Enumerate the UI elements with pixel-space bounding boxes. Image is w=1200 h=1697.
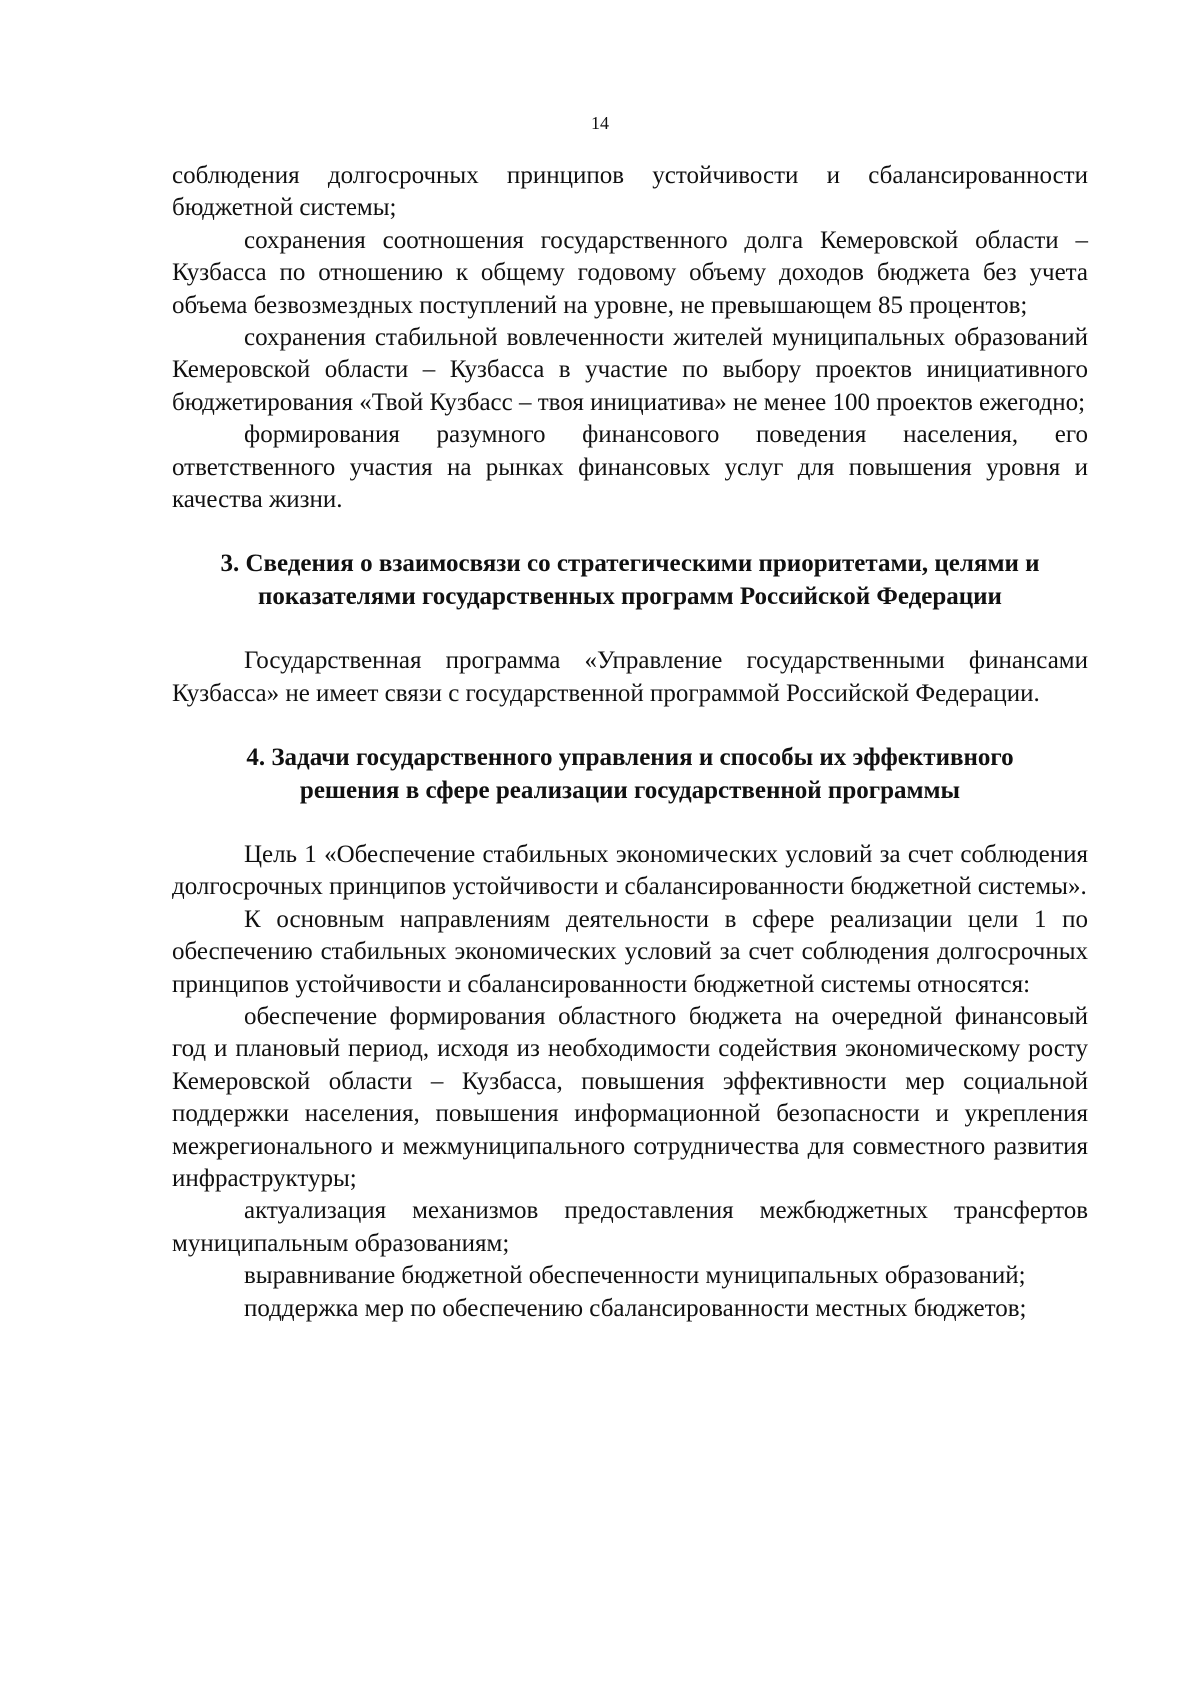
section-3-heading: [172, 548, 1088, 613]
section-3-heading-line-1: 3. Сведения о взаимосвязи со стратегическими приоритетами, целями и: [220, 550, 1040, 578]
paragraph-budget-formation: обеспечение формирования областного бюджета на очередной финансовый год и плановый период, исходя из необходимости содействия экономическому росту Кемеровской области – Кузбасса, повышения эффективности мер социальной поддержки населения, повышения информационной безопасности и укрепления межрегионального и межмуниципального сотрудничества для совместного развития инфраструктуры;: [172, 1002, 1088, 1192]
section-4-heading-line-1: 4. Задачи государственного управления и способы их эффективного: [246, 744, 1014, 772]
section-3-heading-line-2: показателями государственных программ Российской Федерации: [258, 582, 1002, 610]
page-number: 14: [591, 113, 609, 133]
paragraph-budget-equalization: выравнивание бюджетной обеспеченности муниципальных образований;: [244, 1262, 1026, 1290]
section-4-heading-line-2: решения в сфере реализации государственной программы: [299, 776, 961, 804]
paragraph-initiative-budgeting: сохранения стабильной вовлеченности жителей муниципальных образований Кемеровской области – Кузбасса в участие по выбору проектов инициативного бюджетирования «Твой Кузбасс – твоя инициатива» не менее 100 проектов ежегодно;: [172, 324, 1088, 416]
paragraph-debt-ratio: сохранения соотношения государственного долга Кемеровской области – Кузбасса по отношению к общему годовому объему доходов бюджета без учета объема безвозмездных поступлений на уровне, не превышающем 85 процентов;: [172, 226, 1088, 319]
paragraph-financial-behavior: формирования разумного финансового поведения населения, его ответственного участия на рынках финансовых услуг для повышения уровня и качества жизни.: [172, 421, 1088, 514]
paragraph-interbudget-transfers: актуализация механизмов предоставления межбюджетных трансфертов муниципальным образованиям;: [172, 1197, 1088, 1257]
document-body: [172, 160, 1088, 1325]
paragraph-local-budgets: поддержка мер по обеспечению сбалансированности местных бюджетов;: [244, 1294, 1027, 1322]
paragraph-main-directions: К основным направлениям деятельности в сфере реализации цели 1 по обеспечению стабильных экономических условий за счет соблюдения долгосрочных принципов устойчивости и сбалансированности бюджетной системы относятся:: [172, 905, 1088, 998]
paragraph-goal-1: Цель 1 «Обеспечение стабильных экономических условий за счет соблюдения долгосрочных принципов устойчивости и сбалансированности бюджетной системы».: [172, 840, 1088, 901]
section-4-heading: [172, 742, 1088, 807]
paragraph-continuation: соблюдения долгосрочных принципов устойчивости и сбалансированности бюджетной системы;: [172, 162, 1088, 222]
section-3-paragraph: Государственная программа «Управление государственными финансами Кузбасса» не имеет связи с государственной программой Российской Федерации.: [172, 647, 1088, 707]
